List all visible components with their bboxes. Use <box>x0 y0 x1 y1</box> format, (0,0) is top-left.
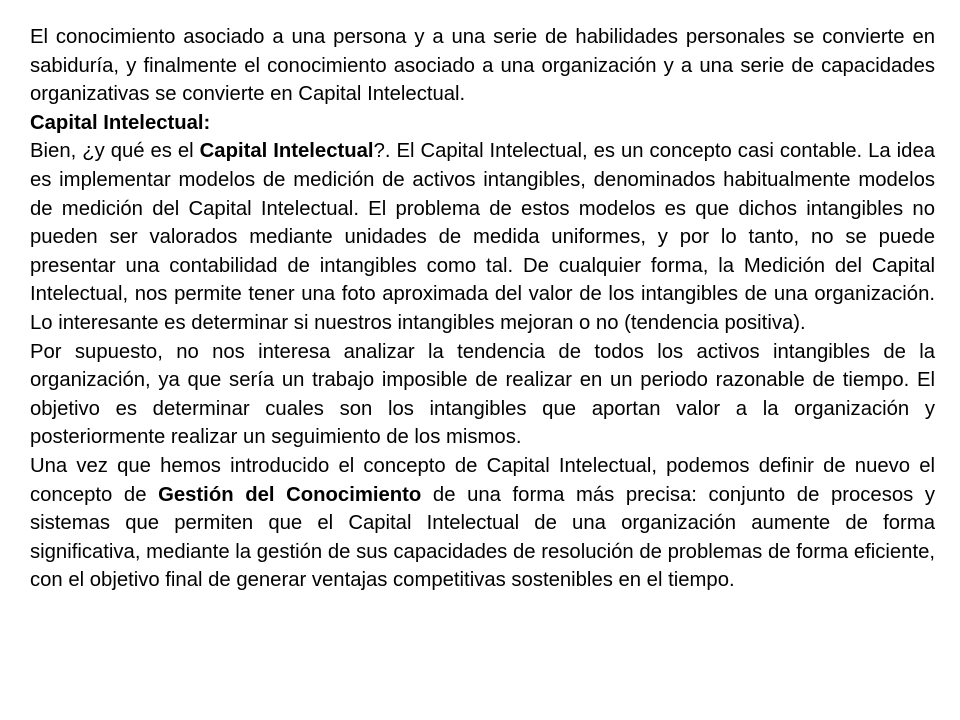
paragraph-text: Bien, ¿y qué es el <box>30 140 200 163</box>
section-heading: Capital Intelectual: <box>30 111 211 134</box>
bold-term: Capital Intelectual <box>199 140 374 163</box>
bold-term: Gestión del Conocimiento <box>158 483 422 506</box>
intro-paragraph: El conocimiento asociado a una persona y a una serie de habilidades personales se convierte en sabiduría, y finalmente el conocimiento asociado a una organización y a una serie de capacidades organizativas se convierte en Capital Intelectual. <box>30 26 935 106</box>
slide-body <box>30 23 935 595</box>
tendencia-paragraph: Por supuesto, no nos interesa analizar la tendencia de todos los activos intangibles de la organización, ya que sería un trabajo imposible de realizar en un periodo razonable de tiempo. El objetivo es determinar cuales son los intangibles que aportan valor a la organización y posteriormente realizar un seguimiento de los mismos. <box>30 340 935 449</box>
paragraph-text: Una vez que hemos introducido el concepto de Capital Intelectual, podemos definir de nuevo el concepto de <box>30 454 935 506</box>
capital-intelectual-paragraph <box>30 137 935 337</box>
gestion-paragraph <box>30 452 935 595</box>
paragraph-text: ?. El Capital Intelectual, es un concepto casi contable. La idea es implementar modelos de medición de activos intangibles, denominados habitualmente modelos de medición del Capital Intelectual. El problema de estos modelos es que dichos intangibles no pueden ser valorados mediante unidades de medida uniformes, y por lo tanto, no se puede presentar una contabilidad de intangibles como tal. De cualquier forma, la Medición del Capital Intelectual, nos permite tener una foto aproximada del valor de los intangibles de una organización. Lo interesante es determinar si nuestros intangibles mejoran o no (tendencia positiva). <box>30 140 936 334</box>
paragraph-text: de una forma más precisa: conjunto de procesos y sistemas que permiten que el Capital Intelectual de una organización aumente de forma significativa, mediante la gestión de sus capacidades de resolución de problemas de forma eficiente, con el objetivo final de generar ventajas competitivas sostenibles en el tiempo. <box>30 483 935 592</box>
